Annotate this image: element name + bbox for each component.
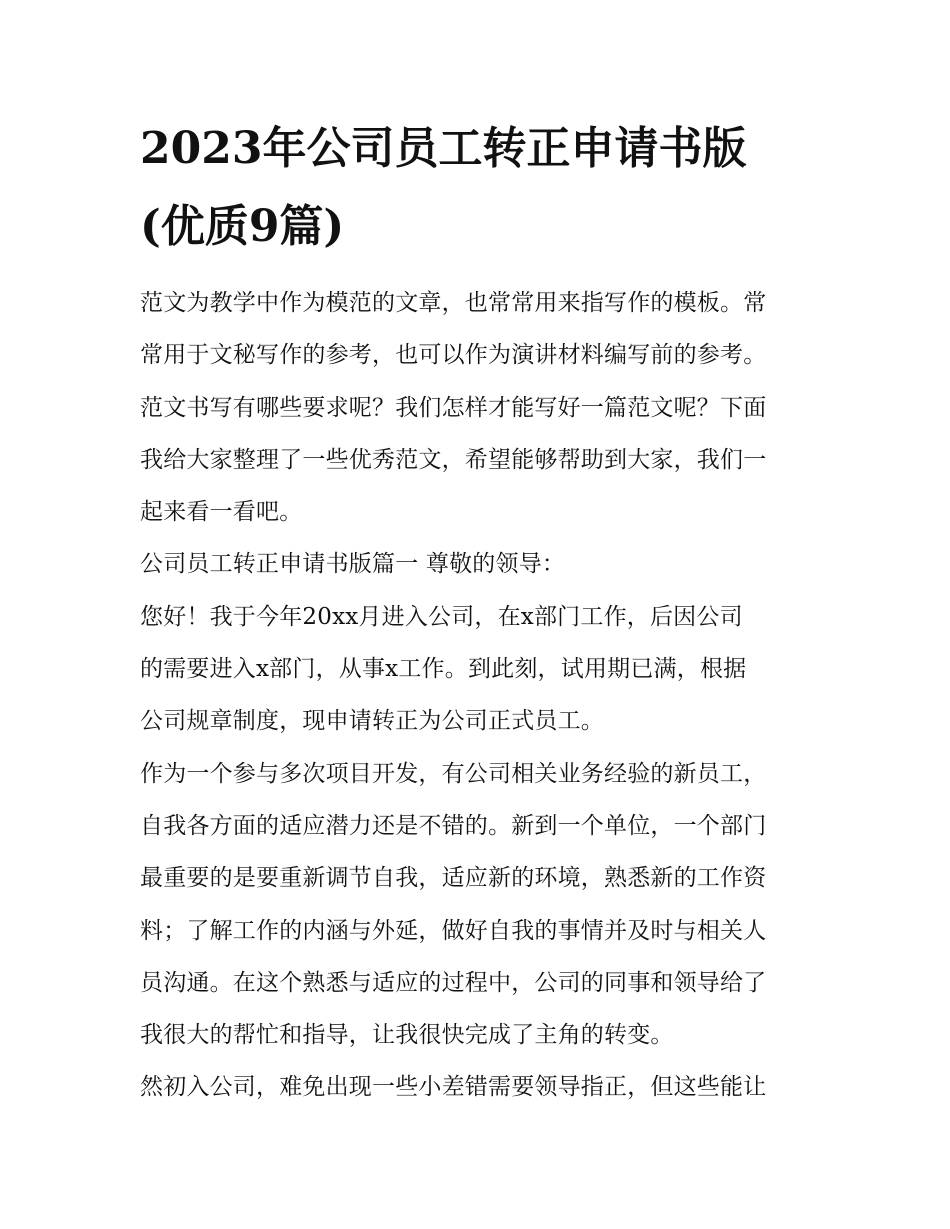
- body-line: 然初入公司，难免出现一些小差错需要领导指正，但这些能让: [140, 1074, 767, 1101]
- document-body: [140, 277, 830, 1114]
- body-line: 起来看一看吧。: [140, 499, 303, 526]
- body-line: 自我各方面的适应潜力还是不错的。新到一个单位，一个部门: [140, 812, 767, 839]
- body-line: 公司规章制度，现申请转正为公司正式员工。: [140, 708, 604, 735]
- document-title: [140, 110, 830, 266]
- body-line: 最重要的是要重新调节自我，适应新的环境，熟悉新的工作资: [140, 865, 767, 892]
- body-line: 料；了解工作的内涵与外延，做好自我的事情并及时与相关人: [140, 917, 767, 944]
- body-line: 您好！我于今年20xx月进入公司，在x部门工作，后因公司: [140, 603, 743, 630]
- body-line: 我给大家整理了一些优秀范文，希望能够帮助到大家，我们一: [140, 446, 767, 473]
- title-line-1: 2023年公司员工转正申请书版: [140, 123, 747, 174]
- section-heading-line: 公司员工转正申请书版篇一 尊敬的领导：: [140, 551, 566, 578]
- body-line: 常用于文秘写作的参考，也可以作为演讲材料编写前的参考。: [140, 342, 767, 369]
- title-line-2: (优质9篇): [140, 201, 345, 252]
- body-line: 范文书写有哪些要求呢？我们怎样才能写好一篇范文呢？下面: [140, 394, 767, 421]
- body-line: 员沟通。在这个熟悉与适应的过程中，公司的同事和领导给了: [140, 969, 767, 996]
- body-line: 作为一个参与多次项目开发，有公司相关业务经验的新员工，: [140, 760, 767, 787]
- body-line: 的需要进入x部门，从事x工作。到此刻，试用期已满，根据: [140, 656, 747, 683]
- body-line: 范文为教学中作为模范的文章，也常常用来指写作的模板。常: [140, 290, 767, 316]
- body-line: 我很大的帮忙和指导，让我很快完成了主角的转变。: [140, 1022, 674, 1049]
